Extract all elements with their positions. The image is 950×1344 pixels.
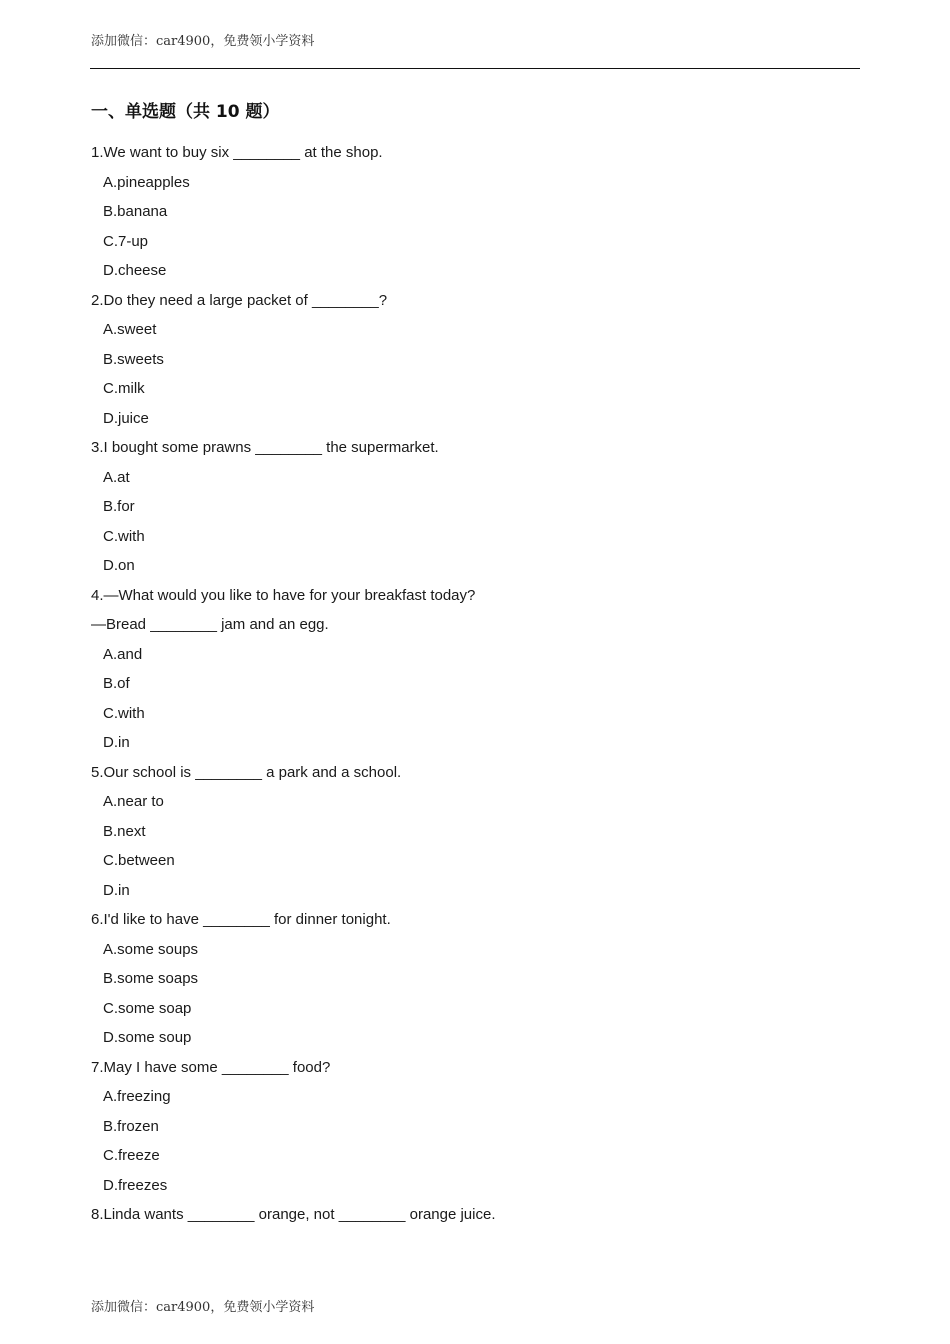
answer-option: D.juice bbox=[103, 409, 149, 427]
answer-option: C.freeze bbox=[103, 1147, 160, 1164]
answer-option: A.some soups bbox=[103, 940, 199, 958]
answer-option: A.and bbox=[103, 645, 143, 663]
answer-option: A.near to bbox=[103, 793, 164, 810]
section-title: 一、单选题（共 10 题） bbox=[91, 102, 280, 122]
answer-option: B.next bbox=[103, 822, 146, 840]
answer-option: D.freezes bbox=[103, 1176, 168, 1194]
question-2 bbox=[0, 286, 950, 434]
answer-option: D.some soup bbox=[103, 1029, 192, 1046]
answer-option: A.freezing bbox=[103, 1088, 171, 1105]
page-header: 添加微信：car4900，免费领小学资料 bbox=[91, 34, 315, 49]
question-7 bbox=[0, 1053, 950, 1201]
answer-option: B.sweets bbox=[103, 350, 164, 368]
answer-option: D.in bbox=[103, 881, 130, 899]
answer-option: C.7-up bbox=[103, 232, 149, 250]
question-8 bbox=[0, 1200, 950, 1230]
question-4 bbox=[0, 581, 950, 758]
answer-option: B.some soaps bbox=[103, 970, 199, 987]
question-stem: 5.Our school is ________ a park and a school. bbox=[91, 763, 402, 781]
answer-option: A.at bbox=[103, 468, 130, 486]
question-stem: 4.—What would you like to have for your breakfast today? bbox=[91, 586, 476, 604]
question-3 bbox=[0, 433, 950, 581]
answer-option: A.sweet bbox=[103, 321, 157, 338]
answer-option: C.between bbox=[103, 852, 175, 869]
answer-option: D.cheese bbox=[103, 262, 167, 279]
answer-option: D.on bbox=[103, 557, 135, 574]
answer-option: B.banana bbox=[103, 203, 168, 220]
question-5 bbox=[0, 758, 950, 906]
answer-option: A.pineapples bbox=[103, 173, 190, 191]
question-stem: —Bread ________ jam and an egg. bbox=[91, 616, 329, 633]
page-footer: 添加微信：car4900，免费领小学资料 bbox=[91, 1300, 315, 1315]
question-stem: 2.Do they need a large packet of ________? bbox=[91, 291, 388, 309]
question-1 bbox=[0, 138, 950, 286]
question-stem: 3.I bought some prawns ________ the supermarket. bbox=[91, 439, 439, 456]
question-list bbox=[0, 138, 950, 1230]
answer-option: B.of bbox=[103, 675, 130, 692]
question-stem: 7.May I have some ________ food? bbox=[91, 1058, 331, 1076]
answer-option: C.with bbox=[103, 527, 145, 545]
answer-option: C.milk bbox=[103, 380, 145, 397]
question-stem: 1.We want to buy six ________ at the shop. bbox=[91, 144, 383, 161]
answer-option: C.some soap bbox=[103, 999, 192, 1017]
answer-option: C.with bbox=[103, 704, 145, 722]
answer-option: B.for bbox=[103, 498, 135, 515]
question-stem: 8.Linda wants ________ orange, not ________ orange juice. bbox=[91, 1206, 496, 1223]
answer-option: B.frozen bbox=[103, 1117, 159, 1135]
header-divider bbox=[90, 68, 860, 69]
question-stem: 6.I'd like to have ________ for dinner tonight. bbox=[91, 911, 391, 928]
question-6 bbox=[0, 905, 950, 1053]
answer-option: D.in bbox=[103, 734, 130, 751]
